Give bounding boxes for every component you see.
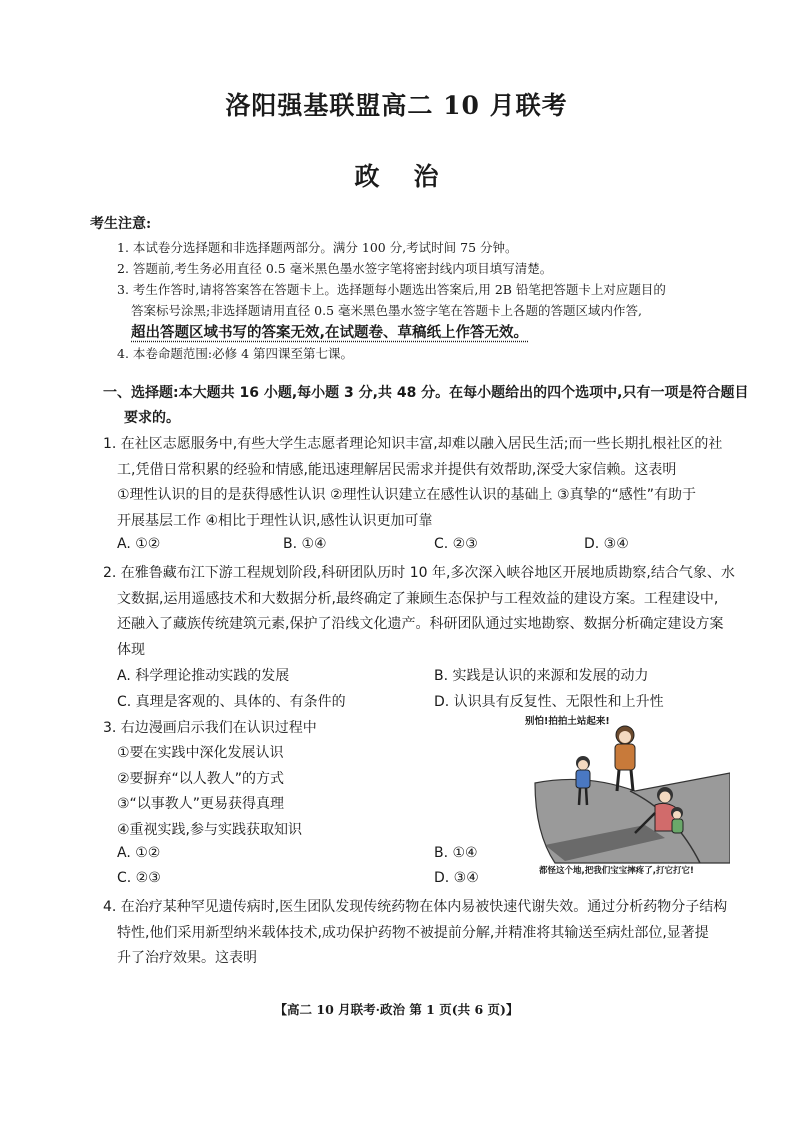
notice-item-3: 3. 考生作答时,请将答案答在答题卡上。选择题每小题选出答案后,用 2B 铅笔把答题卡上对应题目的 [117, 282, 666, 297]
q1-stem-line-1: 1. 在社区志愿服务中,有些大学生志愿者理论知识丰富,却难以融入居民生活;而一些长期扎根社区的社 [103, 436, 723, 452]
q3-option-b: B. ①④ [434, 845, 478, 861]
q2-stem-line-4: 体现 [117, 642, 145, 658]
section-heading-cont: 要求的。 [124, 410, 180, 426]
q1-option-d: D. ③④ [584, 536, 629, 552]
q3-option-a: A. ①② [117, 845, 161, 861]
q1-option-a: A. ①② [117, 536, 161, 552]
q1-stem-line-4: 开展基层工作 ④相比于理性认识,感性认识更加可靠 [117, 513, 433, 529]
q3-item-4: ④重视实践,参与实践获取知识 [117, 822, 303, 838]
notice-item-1: 1. 本试卷分选择题和非选择题两部分。满分 100 分,考试时间 75 分钟。 [117, 240, 518, 255]
notice-heading: 考生注意: [90, 216, 152, 232]
notice-item-3-emphasis: 超出答题区域书写的答案无效,在试题卷、草稿纸上作答无效。 [131, 325, 529, 341]
q1-option-c: C. ②③ [434, 536, 478, 552]
q3-option-c: C. ②③ [117, 870, 161, 886]
q2-stem-line-1: 2. 在雅鲁藏布江下游工程规划阶段,科研团队历时 10 年,多次深入峡谷地区开展地质勘察,结合气象、水 [103, 565, 735, 581]
subject-title: 政治 [354, 162, 473, 191]
exam-title: 洛阳强基联盟高二 10 月联考 [225, 91, 568, 120]
q2-option-a: A. 科学理论推动实践的发展 [117, 668, 290, 684]
q1-stem-line-2: 工,凭借日常积累的经验和情感,能迅速理解居民需求并提供有效帮助,深受大家信赖。这表明 [117, 462, 677, 478]
q2-option-d: D. 认识具有反复性、无限性和上升性 [434, 694, 664, 710]
q4-stem-line-3: 升了治疗效果。这表明 [117, 950, 257, 966]
cartoon-top-caption: 别怕!拍拍土站起来! [525, 716, 610, 727]
q1-option-b: B. ①④ [283, 536, 327, 552]
notice-item-3-cont: 答案标号涂黑;非选择题请用直径 0.5 毫米黑色墨水签字笔在答题卡上各题的答题区域内作答, [131, 303, 643, 318]
q3-item-3: ③“以事教人”更易获得真理 [117, 796, 285, 812]
q3-item-2: ②要摒弃“以人教人”的方式 [117, 771, 285, 787]
q2-stem-line-3: 还融入了藏族传统建筑元素,保护了沿线文化遗产。科研团队通过实地勘察、数据分析确定建设方案 [117, 616, 724, 632]
q4-stem-line-1: 4. 在治疗某种罕见遗传病时,医生团队发现传统药物在体内易被快速代谢失效。通过分析药物分子结构 [103, 899, 728, 915]
q1-stem-line-3: ①理性认识的目的是获得感性认识 ②理性认识建立在感性认识的基础上 ③真挚的“感性”有助于 [117, 487, 697, 503]
q3-item-1: ①要在实践中深化发展认识 [117, 745, 284, 761]
q2-stem-line-2: 文数据,运用遥感技术和大数据分析,最终确定了兼顾生态保护与工程效益的建设方案。工程建设中, [117, 591, 719, 607]
notice-item-2: 2. 答题前,考生务必用直径 0.5 毫米黑色墨水签字笔将密封线内项目填写清楚。 [117, 261, 553, 276]
notice-item-4: 4. 本卷命题范围:必修 4 第四课至第七课。 [117, 346, 354, 361]
page-footer: 【高二 10 月联考·政治 第 1 页(共 6 页)】 [274, 1002, 519, 1017]
q3-stem: 3. 右边漫画启示我们在认识过程中 [103, 720, 317, 736]
q4-stem-line-2: 特性,他们采用新型纳米载体技术,成功保护药物不被提前分解,并精准将其输送至病灶部位,显著提 [117, 925, 709, 941]
cartoon-illustration [525, 713, 730, 878]
q3-option-d: D. ③④ [434, 870, 479, 886]
q2-option-c: C. 真理是客观的、具体的、有条件的 [117, 694, 346, 710]
cartoon-drawing [525, 713, 730, 878]
q2-option-b: B. 实践是认识的来源和发展的动力 [434, 668, 649, 684]
cartoon-bottom-caption: 都怪这个地,把我们宝宝摔疼了,打它打它! [539, 866, 694, 876]
section-heading: 一、选择题:本大题共 16 小题,每小题 3 分,共 48 分。在每小题给出的四个选项中,只有一项是符合题目 [103, 385, 749, 401]
